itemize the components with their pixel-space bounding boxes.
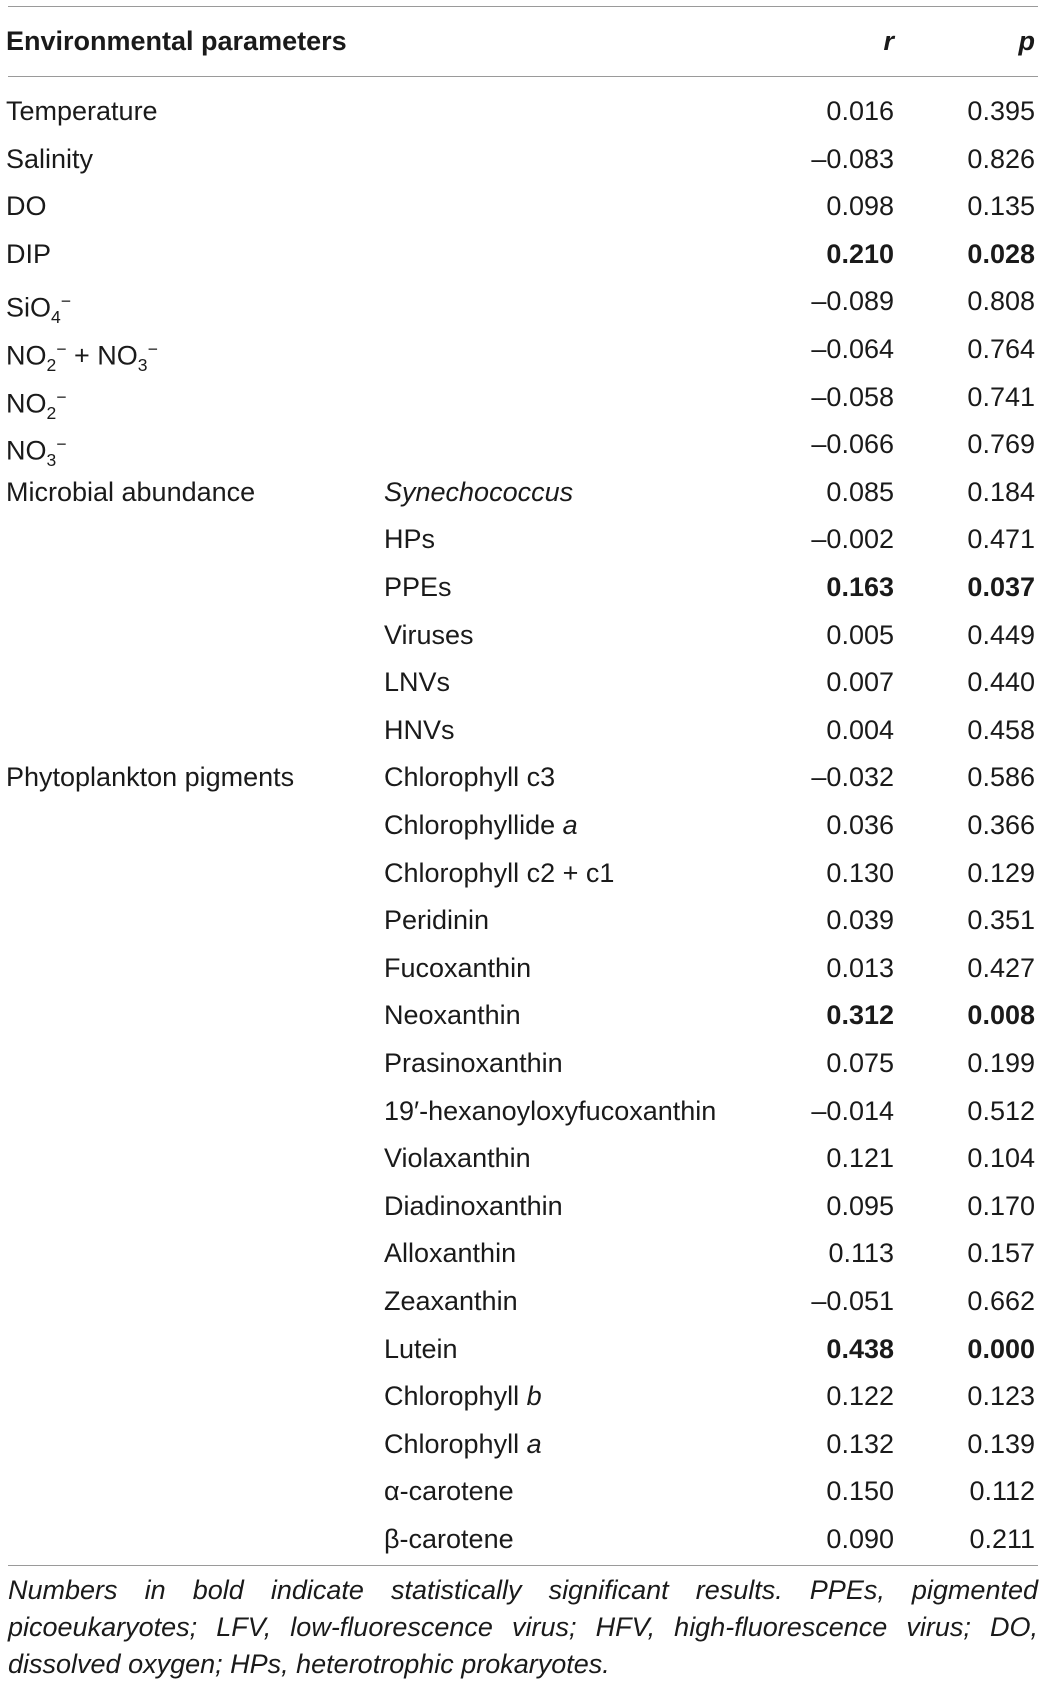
cell-p-value: 0.769 (967, 429, 1035, 460)
cell-parameter: Salinity (6, 143, 94, 174)
cell-r-value: 0.013 (826, 952, 894, 983)
cell-parameter: Temperature (6, 96, 158, 126)
cell-subparameter: Chlorophyll a (384, 1428, 542, 1459)
cell-r-value: –0.083 (811, 143, 894, 174)
table-row (0, 1278, 1045, 1325)
cell-parameter: DIP (6, 238, 52, 269)
cell-r-value: 0.039 (826, 905, 894, 936)
cell-p-value: 0.123 (967, 1381, 1035, 1412)
cell-p-value: 0.000 (967, 1333, 1035, 1364)
cell-r-value: –0.051 (811, 1286, 894, 1316)
cell-r-value: 0.095 (826, 1190, 894, 1221)
cell-parameter: Phytoplankton pigments (6, 762, 295, 793)
cell-r-value: 0.075 (826, 1048, 894, 1078)
cell-parameter: $NO_2^- + NO_3^-$ (6, 339, 158, 375)
cell-subparameter: Chlorophyll c3 (384, 762, 556, 793)
bottom-rule (8, 1565, 1038, 1566)
cell-p-value: 0.184 (967, 476, 1035, 507)
table-row (0, 1421, 1045, 1468)
cell-parameter: $NO_2^-$ (6, 386, 67, 423)
cell-subparameter: Violaxanthin (384, 1143, 531, 1174)
table-row (0, 136, 1045, 183)
cell-p-value: 0.471 (967, 524, 1035, 555)
cell-r-value: 0.005 (826, 619, 894, 650)
cell-r-value: –0.058 (811, 381, 894, 412)
cell-p-value: 0.741 (967, 381, 1035, 412)
cell-r-value: 0.130 (826, 857, 894, 888)
cell-subparameter: Chlorophyllide a (384, 810, 578, 840)
cell-r-value: 0.113 (828, 1238, 894, 1269)
cell-subparameter: Chlorophyll b (384, 1381, 542, 1412)
cell-p-value: 0.199 (967, 1048, 1035, 1078)
table-row (0, 612, 1045, 659)
cell-r-value: –0.002 (811, 524, 894, 555)
cell-r-value: 0.210 (826, 238, 894, 269)
table-row (0, 754, 1045, 801)
table-row (0, 183, 1045, 230)
cell-subparameter: Viruses (384, 619, 474, 650)
cell-p-value: 0.826 (967, 143, 1035, 174)
table-row (0, 421, 1045, 468)
cell-p-value: 0.104 (967, 1143, 1035, 1174)
cell-r-value: 0.007 (826, 667, 894, 698)
table-row (0, 659, 1045, 706)
cell-subparameter: Zeaxanthin (384, 1286, 518, 1316)
cell-subparameter: Lutein (384, 1333, 458, 1364)
cell-subparameter: LNVs (384, 667, 451, 698)
table-row (0, 1326, 1045, 1373)
cell-subparameter: Chlorophyll c2 + c1 (384, 857, 615, 888)
table-row (0, 992, 1045, 1039)
table-row (0, 88, 1045, 135)
table-row (0, 1373, 1045, 1420)
cell-r-value: 0.163 (826, 572, 894, 602)
cell-subparameter: HPs (384, 524, 436, 555)
table-row (0, 707, 1045, 754)
cell-p-value: 0.129 (967, 857, 1035, 888)
cell-p-value: 0.395 (967, 96, 1035, 126)
cell-r-value: 0.132 (826, 1428, 894, 1459)
cell-p-value: 0.157 (967, 1238, 1035, 1269)
cell-parameter: DO (6, 191, 47, 222)
cell-subparameter: PPEs (384, 572, 452, 602)
cell-r-value: 0.036 (826, 810, 894, 840)
table-row (0, 802, 1045, 849)
cell-p-value: 0.112 (969, 1476, 1035, 1507)
table-row (0, 278, 1045, 328)
cell-r-value: –0.066 (811, 429, 894, 460)
cell-subparameter: HNVs (384, 714, 455, 745)
cell-subparameter: Diadinoxanthin (384, 1190, 563, 1221)
cell-p-value: 0.440 (967, 667, 1035, 698)
cell-parameter: $NO_3^-$ (6, 434, 67, 470)
cell-p-value: 0.512 (967, 1095, 1035, 1126)
cell-p-value: 0.427 (967, 952, 1035, 983)
cell-subparameter: Alloxanthin (384, 1238, 517, 1269)
table-row (0, 516, 1045, 563)
cell-r-value: –0.064 (811, 334, 894, 364)
table-footnote: Numbers in bold indicate statistically significant results. PPEs, pigmented picoeukaryotes; LFV, low-fluorescence virus; HFV, high-fluorescence virus; DO, dissolved oxygen; HPs, heterotrophic prokaryotes. (8, 1575, 1038, 1679)
cell-subparameter: α-carotene (384, 1476, 514, 1507)
cell-r-value: 0.121 (826, 1143, 894, 1174)
table-row (0, 1468, 1045, 1515)
table-row (0, 1088, 1045, 1135)
cell-subparameter: β-carotene (384, 1524, 514, 1554)
cell-r-value: –0.089 (811, 286, 894, 317)
cell-subparameter: Fucoxanthin (384, 952, 532, 983)
header-r: r (883, 26, 894, 56)
cell-p-value: 0.764 (967, 334, 1035, 364)
header-rule (8, 76, 1038, 77)
cell-p-value: 0.037 (967, 572, 1035, 602)
table-row (0, 850, 1045, 897)
table-row (0, 564, 1045, 611)
cell-p-value: 0.366 (967, 810, 1035, 840)
cell-r-value: 0.122 (826, 1381, 894, 1412)
table-row (0, 1230, 1045, 1277)
cell-r-value: 0.004 (826, 714, 894, 745)
table-row (0, 1183, 1045, 1230)
cell-subparameter: Peridinin (384, 905, 490, 936)
cell-subparameter: 19′-hexanoyloxyfucoxanthin (384, 1095, 717, 1126)
cell-p-value: 0.028 (967, 238, 1035, 269)
cell-r-value: 0.090 (826, 1524, 894, 1554)
cell-p-value: 0.458 (967, 714, 1035, 745)
cell-p-value: 0.351 (967, 905, 1035, 936)
cell-subparameter: Synechococcus (384, 476, 574, 507)
table-row (0, 1516, 1045, 1563)
cell-p-value: 0.662 (967, 1286, 1035, 1316)
cell-r-value: 0.150 (826, 1476, 894, 1507)
cell-p-value: 0.211 (969, 1524, 1035, 1554)
cell-subparameter: Neoxanthin (384, 1000, 521, 1031)
table-header-row (0, 18, 1045, 65)
cell-p-value: 0.139 (967, 1428, 1035, 1459)
cell-p-value: 0.135 (967, 191, 1035, 222)
cell-r-value: 0.312 (826, 1000, 894, 1031)
cell-r-value: –0.014 (811, 1095, 894, 1126)
cell-r-value: 0.016 (826, 96, 894, 126)
cell-p-value: 0.170 (967, 1190, 1035, 1221)
cell-r-value: –0.032 (811, 762, 894, 793)
cell-r-value: 0.098 (826, 191, 894, 222)
cell-subparameter: Prasinoxanthin (384, 1048, 563, 1078)
cell-parameter: Microbial abundance (6, 476, 256, 507)
table-row (0, 1135, 1045, 1182)
cell-r-value: 0.438 (826, 1333, 894, 1364)
cell-r-value: 0.085 (826, 476, 894, 507)
cell-parameter: SiO$_4$− (6, 291, 72, 328)
header-environmental-parameters: Environmental parameters (6, 26, 347, 56)
table-row (0, 1040, 1045, 1087)
cell-p-value: 0.449 (967, 619, 1035, 650)
top-rule (8, 6, 1038, 7)
cell-p-value: 0.008 (967, 1000, 1035, 1031)
table-row (0, 326, 1045, 373)
table-row (0, 897, 1045, 944)
table-row (0, 945, 1045, 992)
cell-p-value: 0.586 (967, 762, 1035, 793)
table-row (0, 374, 1045, 421)
table-row (0, 231, 1045, 278)
cell-p-value: 0.808 (967, 286, 1035, 317)
table-row (0, 469, 1045, 516)
header-p: p (1018, 26, 1035, 56)
